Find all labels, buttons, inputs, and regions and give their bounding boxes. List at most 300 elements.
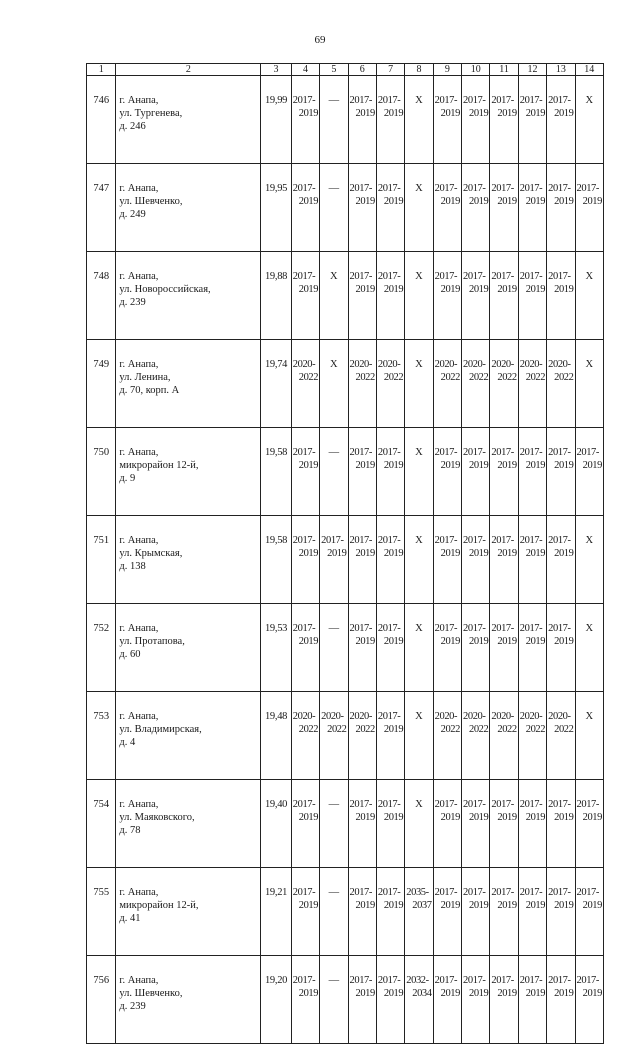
- period-cell: [462, 956, 490, 1044]
- period-start: 2017-: [377, 975, 401, 986]
- period-cell: [462, 340, 490, 428]
- column-header: 14: [575, 64, 604, 76]
- address-line: д. 78: [119, 825, 141, 836]
- period-start: 2017-: [519, 623, 543, 634]
- column-header: 2: [116, 64, 261, 76]
- period-start: 2020-: [548, 711, 571, 722]
- not-applicable-mark: X: [585, 271, 594, 282]
- address-line: г. Анапа,: [119, 447, 159, 458]
- table-row: [87, 340, 604, 428]
- dash-mark: —: [328, 887, 340, 898]
- period-start: 2017-: [548, 799, 571, 810]
- period-start: 2017-: [292, 623, 316, 634]
- period-end: 2019: [497, 636, 517, 647]
- column-header: 4: [291, 64, 319, 76]
- period-end: 2022: [525, 372, 546, 383]
- period-end: 2019: [383, 196, 404, 207]
- period-cell: [490, 868, 518, 956]
- dash-mark: —: [328, 447, 340, 458]
- period-start: 2017-: [491, 183, 514, 194]
- period-start: 2017-: [463, 799, 486, 810]
- address-cell: [116, 428, 261, 516]
- period-end: 2022: [468, 724, 489, 735]
- area-value: 19,20: [261, 956, 291, 1044]
- period-end: 2022: [327, 724, 347, 735]
- period-cell: [291, 516, 319, 604]
- period-cell: [547, 76, 575, 164]
- address-line: ул. Протапова,: [119, 636, 185, 647]
- period-cell: [291, 868, 319, 956]
- period-end: 2019: [355, 284, 375, 295]
- period-cell: [376, 604, 404, 692]
- row-number: 746: [87, 76, 116, 164]
- period-cell: [490, 164, 518, 252]
- table-row: [87, 868, 604, 956]
- period-cell: [547, 692, 575, 780]
- address-cell: [116, 956, 261, 1044]
- period-cell: [575, 340, 604, 428]
- address-line: г. Анапа,: [119, 535, 159, 546]
- column-header: 9: [433, 64, 461, 76]
- not-applicable-mark: X: [415, 623, 423, 634]
- period-start: 2017-: [349, 623, 372, 634]
- period-end: 2019: [355, 900, 375, 911]
- period-start: 2017-: [377, 271, 401, 282]
- period-start: 2017-: [576, 887, 599, 898]
- period-end: 2019: [525, 284, 546, 295]
- period-start: 2017-: [292, 447, 316, 458]
- not-applicable-mark: X: [415, 183, 423, 194]
- period-end: 2019: [440, 460, 460, 471]
- period-start: 2017-: [491, 623, 514, 634]
- table-row: [87, 428, 604, 516]
- period-cell: [462, 428, 490, 516]
- not-applicable-mark: X: [330, 271, 338, 282]
- period-cell: [320, 604, 348, 692]
- column-header: 3: [261, 64, 291, 76]
- area-value: 19,21: [261, 868, 291, 956]
- period-cell: [575, 428, 604, 516]
- period-end: 2019: [440, 196, 460, 207]
- period-cell: [518, 76, 546, 164]
- dash-mark: —: [328, 183, 340, 194]
- period-start: 2017-: [377, 183, 401, 194]
- period-cell: [462, 868, 490, 956]
- period-start: 2017-: [377, 535, 401, 546]
- period-end: 2019: [497, 812, 517, 823]
- period-start: 2017-: [434, 535, 458, 546]
- address-line: г. Анапа,: [119, 183, 159, 194]
- period-cell: [462, 780, 490, 868]
- period-cell: [348, 780, 376, 868]
- not-applicable-mark: X: [415, 711, 423, 722]
- period-end: 2019: [355, 108, 375, 119]
- period-cell: [405, 692, 433, 780]
- area-value: 19,88: [261, 252, 291, 340]
- period-start: 2017-: [463, 623, 486, 634]
- table-row: [87, 692, 604, 780]
- period-cell: [518, 604, 546, 692]
- period-cell: [433, 692, 461, 780]
- table-row: [87, 604, 604, 692]
- area-value: 19,95: [261, 164, 291, 252]
- address-cell: [116, 516, 261, 604]
- period-cell: [575, 164, 604, 252]
- address-line: д. 249: [119, 209, 146, 220]
- period-start: 2020-: [434, 359, 458, 370]
- period-end: 2019: [383, 284, 404, 295]
- period-end: 2019: [440, 812, 460, 823]
- period-start: 2017-: [434, 271, 458, 282]
- period-cell: [462, 604, 490, 692]
- period-cell: [575, 76, 604, 164]
- dash-mark: —: [328, 95, 340, 106]
- period-start: 2017-: [491, 975, 514, 986]
- period-start: 2017-: [434, 623, 458, 634]
- period-cell: [376, 692, 404, 780]
- period-end: 2019: [298, 900, 319, 911]
- period-start: 2017-: [519, 183, 543, 194]
- not-applicable-mark: X: [585, 711, 594, 722]
- row-number: 753: [87, 692, 116, 780]
- period-end: 2019: [383, 988, 404, 999]
- table-row: [87, 956, 604, 1044]
- period-start: 2017-: [434, 887, 458, 898]
- not-applicable-mark: X: [330, 359, 338, 370]
- address-cell: [116, 76, 261, 164]
- period-cell: [320, 428, 348, 516]
- period-start: 2017-: [377, 887, 401, 898]
- period-cell: [518, 868, 546, 956]
- period-start: 2020-: [519, 359, 543, 370]
- period-start: 2017-: [292, 183, 316, 194]
- table-row: [87, 76, 604, 164]
- area-value: 19,53: [261, 604, 291, 692]
- address-line: г. Анапа,: [119, 623, 159, 634]
- period-cell: [433, 164, 461, 252]
- period-end: 2019: [468, 108, 489, 119]
- period-start: 2020-: [463, 711, 486, 722]
- period-start: 2017-: [321, 535, 344, 546]
- period-end: 2019: [440, 108, 460, 119]
- period-cell: [575, 780, 604, 868]
- period-cell: [462, 252, 490, 340]
- column-header: 5: [320, 64, 348, 76]
- address-cell: [116, 164, 261, 252]
- row-number: 752: [87, 604, 116, 692]
- address-line: д. 246: [119, 121, 146, 132]
- period-cell: [405, 252, 433, 340]
- period-end: 2019: [383, 724, 404, 735]
- area-value: 19,58: [261, 516, 291, 604]
- table-row: [87, 516, 604, 604]
- register-table: [86, 63, 604, 1044]
- period-start: 2017-: [377, 799, 401, 810]
- address-line: г. Анапа,: [119, 359, 159, 370]
- period-cell: [405, 428, 433, 516]
- period-end: 2019: [497, 460, 517, 471]
- address-line: д. 239: [119, 1001, 146, 1012]
- period-start: 2020-: [519, 711, 543, 722]
- period-start: 2017-: [463, 535, 486, 546]
- period-cell: [320, 780, 348, 868]
- address-line: ул. Владимирская,: [119, 724, 202, 735]
- period-start: 2017-: [548, 623, 571, 634]
- period-start: 2020-: [491, 711, 514, 722]
- period-cell: [348, 516, 376, 604]
- period-start: 2017-: [491, 447, 514, 458]
- period-start: 2017-: [491, 535, 514, 546]
- column-header: 11: [490, 64, 518, 76]
- address-line: д. 70, корп. А: [119, 385, 180, 396]
- address-line: г. Анапа,: [119, 799, 159, 810]
- period-end: 2019: [298, 108, 319, 119]
- row-number: 747: [87, 164, 116, 252]
- period-end: 2019: [440, 284, 460, 295]
- period-end: 2019: [355, 196, 375, 207]
- period-cell: [518, 780, 546, 868]
- period-cell: [490, 428, 518, 516]
- period-start: 2017-: [519, 799, 543, 810]
- period-cell: [462, 692, 490, 780]
- period-start: 2017-: [519, 887, 543, 898]
- period-cell: [575, 868, 604, 956]
- period-end: 2019: [525, 636, 546, 647]
- address-line: микрорайон 12-й,: [119, 900, 199, 911]
- period-start: 2017-: [434, 183, 458, 194]
- dash-mark: —: [328, 799, 340, 810]
- period-cell: [291, 692, 319, 780]
- period-cell: [291, 252, 319, 340]
- period-cell: [376, 76, 404, 164]
- period-cell: [376, 956, 404, 1044]
- period-end: 2019: [554, 108, 574, 119]
- period-cell: [433, 868, 461, 956]
- period-end: 2019: [554, 812, 574, 823]
- period-start: 2017-: [519, 975, 543, 986]
- period-start: 2017-: [434, 975, 458, 986]
- period-cell: [547, 516, 575, 604]
- period-cell: [490, 604, 518, 692]
- period-cell: [405, 516, 433, 604]
- column-header: 13: [547, 64, 575, 76]
- period-cell: [490, 956, 518, 1044]
- period-cell: [547, 604, 575, 692]
- period-cell: [518, 164, 546, 252]
- period-end: 2019: [298, 988, 319, 999]
- period-end: 2019: [355, 636, 375, 647]
- period-cell: [405, 340, 433, 428]
- address-line: д. 60: [119, 649, 141, 660]
- period-start: 2017-: [548, 271, 571, 282]
- period-cell: [433, 604, 461, 692]
- period-start: 2017-: [576, 447, 599, 458]
- column-header: 8: [405, 64, 433, 76]
- period-end: 2019: [497, 548, 517, 559]
- period-start: 2017-: [463, 887, 486, 898]
- column-header: 6: [348, 64, 376, 76]
- period-cell: [320, 692, 348, 780]
- period-cell: [547, 252, 575, 340]
- period-start: 2017-: [548, 535, 571, 546]
- period-end: 2022: [355, 372, 375, 383]
- period-start: 2017-: [377, 95, 401, 106]
- period-start: 2020-: [434, 711, 458, 722]
- column-header: 12: [518, 64, 546, 76]
- column-header: 1: [87, 64, 116, 76]
- period-cell: [490, 340, 518, 428]
- period-cell: [320, 516, 348, 604]
- period-cell: [405, 76, 433, 164]
- period-start: 2017-: [548, 183, 571, 194]
- period-end: 2037: [412, 900, 432, 911]
- period-cell: [462, 516, 490, 604]
- period-end: 2022: [383, 372, 404, 383]
- address-line: микрорайон 12-й,: [119, 460, 199, 471]
- period-start: 2017-: [349, 535, 372, 546]
- not-applicable-mark: X: [585, 95, 594, 106]
- period-start: 2020-: [292, 359, 316, 370]
- period-end: 2019: [497, 108, 517, 119]
- period-start: 2020-: [463, 359, 486, 370]
- period-cell: [547, 780, 575, 868]
- period-end: 2019: [383, 636, 404, 647]
- period-cell: [433, 780, 461, 868]
- period-end: 2019: [582, 196, 602, 207]
- period-start: 2017-: [349, 887, 372, 898]
- period-cell: [348, 428, 376, 516]
- period-end: 2019: [468, 196, 489, 207]
- period-end: 2019: [554, 284, 574, 295]
- period-start: 2017-: [548, 95, 571, 106]
- period-cell: [518, 340, 546, 428]
- period-end: 2019: [554, 988, 574, 999]
- period-cell: [462, 76, 490, 164]
- period-cell: [575, 516, 604, 604]
- address-line: г. Анапа,: [119, 711, 159, 722]
- period-end: 2022: [468, 372, 489, 383]
- period-cell: [348, 868, 376, 956]
- period-cell: [433, 428, 461, 516]
- period-start: 2017-: [292, 535, 316, 546]
- period-cell: [291, 956, 319, 1044]
- period-cell: [320, 868, 348, 956]
- period-cell: [376, 868, 404, 956]
- period-end: 2019: [525, 108, 546, 119]
- address-line: ул. Шевченко,: [119, 196, 183, 207]
- address-line: ул. Маяковского,: [119, 812, 195, 823]
- address-line: д. 239: [119, 297, 146, 308]
- period-end: 2019: [468, 812, 489, 823]
- period-start: 2035-: [406, 887, 429, 898]
- period-start: 2017-: [292, 95, 316, 106]
- period-end: 2019: [554, 196, 574, 207]
- address-line: г. Анапа,: [119, 975, 159, 986]
- period-end: 2022: [554, 372, 574, 383]
- period-cell: [291, 604, 319, 692]
- period-cell: [405, 780, 433, 868]
- not-applicable-mark: X: [415, 271, 423, 282]
- row-number: 756: [87, 956, 116, 1044]
- period-start: 2017-: [377, 447, 401, 458]
- period-start: 2017-: [519, 447, 543, 458]
- period-start: 2017-: [349, 95, 372, 106]
- period-end: 2019: [468, 900, 489, 911]
- period-start: 2020-: [349, 359, 372, 370]
- period-end: 2019: [525, 900, 546, 911]
- row-number: 755: [87, 868, 116, 956]
- period-cell: [547, 164, 575, 252]
- period-cell: [433, 252, 461, 340]
- period-cell: [575, 252, 604, 340]
- period-cell: [376, 780, 404, 868]
- address-line: ул. Ленина,: [119, 372, 171, 383]
- period-start: 2017-: [292, 799, 316, 810]
- not-applicable-mark: X: [415, 359, 423, 370]
- period-end: 2019: [355, 812, 375, 823]
- period-end: 2019: [525, 460, 546, 471]
- area-value: 19,40: [261, 780, 291, 868]
- period-cell: [376, 252, 404, 340]
- period-start: 2017-: [349, 975, 372, 986]
- address-cell: [116, 340, 261, 428]
- period-start: 2017-: [519, 95, 543, 106]
- period-end: 2019: [383, 108, 404, 119]
- period-end: 2019: [468, 460, 489, 471]
- period-cell: [433, 956, 461, 1044]
- address-line: д. 138: [119, 561, 146, 572]
- period-end: 2022: [497, 724, 517, 735]
- dash-mark: —: [328, 975, 340, 986]
- period-start: 2017-: [434, 447, 458, 458]
- period-cell: [320, 76, 348, 164]
- period-cell: [291, 780, 319, 868]
- period-cell: [547, 428, 575, 516]
- period-end: 2019: [554, 548, 574, 559]
- address-cell: [116, 252, 261, 340]
- period-cell: [320, 252, 348, 340]
- period-cell: [575, 604, 604, 692]
- period-cell: [320, 164, 348, 252]
- period-start: 2017-: [576, 799, 599, 810]
- period-cell: [433, 340, 461, 428]
- period-cell: [518, 956, 546, 1044]
- table-row: [87, 780, 604, 868]
- period-end: 2019: [355, 460, 375, 471]
- period-cell: [291, 164, 319, 252]
- period-cell: [376, 164, 404, 252]
- period-cell: [405, 956, 433, 1044]
- period-cell: [490, 252, 518, 340]
- period-cell: [320, 340, 348, 428]
- period-end: 2019: [355, 988, 375, 999]
- period-start: 2020-: [491, 359, 514, 370]
- address-line: д. 4: [119, 737, 136, 748]
- table-body: [87, 64, 604, 1044]
- period-cell: [575, 956, 604, 1044]
- period-cell: [348, 692, 376, 780]
- period-end: 2022: [298, 724, 319, 735]
- period-end: 2019: [582, 900, 602, 911]
- period-start: 2020-: [548, 359, 571, 370]
- address-line: ул. Крымская,: [119, 548, 183, 559]
- period-cell: [518, 252, 546, 340]
- period-cell: [348, 164, 376, 252]
- period-end: 2019: [440, 900, 460, 911]
- period-end: 2019: [554, 900, 574, 911]
- column-header: 7: [376, 64, 404, 76]
- period-end: 2022: [440, 724, 460, 735]
